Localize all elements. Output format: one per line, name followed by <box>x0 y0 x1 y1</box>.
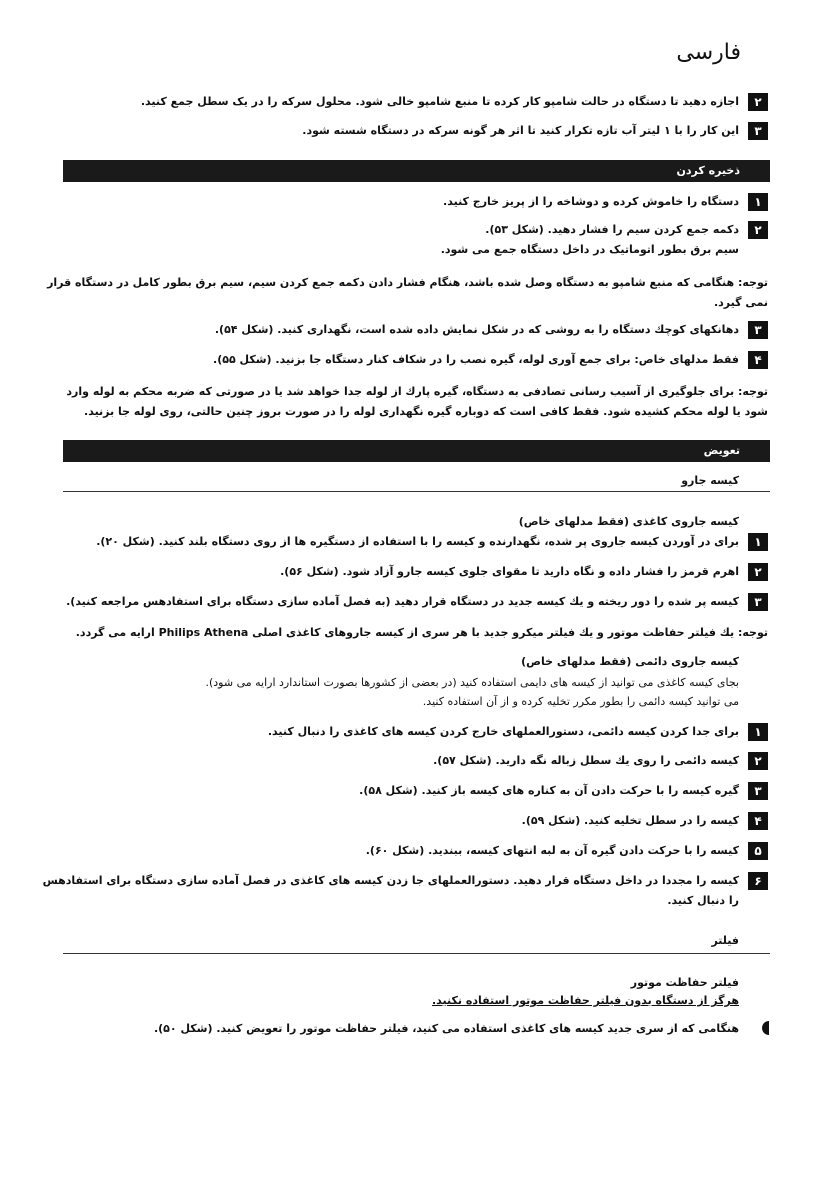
sub-heading-bag: کیسه جارو <box>681 474 739 487</box>
divider <box>63 953 770 954</box>
intro-text: بجای کیسه کاغذی می توانید از کیسه های دایمی استفاده کنید (در بعضی از کشورها بصورت استاندارد ارایه می شود). <box>205 676 739 689</box>
step-number: ۱ <box>748 723 768 741</box>
divider <box>63 491 770 492</box>
page-language-title: فارسی <box>676 40 741 65</box>
step-number: ۵ <box>748 842 768 860</box>
paper-bag-title: کیسه جاروی کاغذی (فقط مدلهای خاص) <box>518 515 739 528</box>
bullet-text: هنگامی که از سری جدید کیسه های کاغذی استفاده می کنید، فیلتر حفاظت موتور را تعویض کنید. (شکل ۵۰). <box>153 1022 739 1035</box>
step-number: ۴ <box>748 351 768 369</box>
bullet-icon <box>757 1021 769 1035</box>
step-number: ۲ <box>748 221 768 239</box>
step-text: فقط مدلهای خاص: برای جمع آوری لوله، گیره نصب را در شکاف کنار دستگاه جا بزنید. (شکل ۵۵). <box>213 353 739 366</box>
step-number: ۳ <box>748 122 768 140</box>
note-text: شود یا لوله محکم کشیده شود. فقط کافی است که دوباره گیره نگهداری لوله را در صورت بروز چنین حالتی، روی لوله جا بزنید. <box>84 405 768 418</box>
step-number: ۲ <box>748 563 768 581</box>
step-note: سیم برق بطور اتوماتیک در داخل دستگاه جمع می شود. <box>440 243 739 256</box>
step-text: برای جدا کردن کیسه دائمی، دستورالعملهای خارج کردن کیسه های کاغذی را دنبال کنید. <box>267 725 739 738</box>
step-text: دکمه جمع کردن سیم را فشار دهید. (شکل ۵۳). <box>485 223 739 236</box>
step-text: کیسه پر شده را دور ریخته و یك کیسه جدید در دستگاه قرار دهید (به فصل آماده سازی دستگاه برای استفادهس مراجعه کنید). <box>66 595 739 608</box>
step-number: ۳ <box>748 593 768 611</box>
step-number: ۳ <box>748 321 768 339</box>
step-text: گیره کیسه را با حرکت دادن آن به کناره های کیسه باز کنید. (شکل ۵۸). <box>359 784 739 797</box>
warning-text: هرگز از دستگاه بدون فیلتر حفاظت موتور استفاده نکنید. <box>431 994 739 1007</box>
note-text: توجه: هنگامی که منبع شامپو به دستگاه وصل شده باشد، هنگام فشار دادن دکمه جمع کردن سیم، سیم برق بطور کامل در دستگاه قرار <box>47 276 768 289</box>
step-number: ۱ <box>748 193 768 211</box>
step-text: اهرم قرمز را فشار داده و نگاه دارید تا مقوای جلوی کیسه جارو آزاد شود. (شکل ۵۶). <box>280 565 739 578</box>
step-number: ۲ <box>748 752 768 770</box>
sub-heading-filter: فیلتر <box>711 934 739 947</box>
step-text: کیسه را مجددا در داخل دستگاه قرار دهید. دستورالعملهای جا زدن کیسه های کاغذی در فصل آماده سازی دستگاه برای استفادهس <box>42 874 739 887</box>
step-text: برای در آوردن کیسه جاروی پر شده، نگهدارنده و کیسه را با استفاده از دستگیره ها از روی دستگاه بلند کنید. (شکل ۲۰). <box>96 535 739 548</box>
step-text: کیسه را با حرکت دادن گیره آن به لبه انتهای کیسه، ببندید. (شکل ۶۰). <box>365 844 739 857</box>
step-number: ۱ <box>748 533 768 551</box>
note-text: توجه: یك فیلتر حفاظت موتور و یك فیلتر میکرو جدید با هر سری از کیسه جاروهای کاغذی اصلی Philips Athena ارایه می گردد. <box>75 626 768 639</box>
step-text: کیسه را در سطل تخلیه کنید. (شکل ۵۹). <box>521 814 739 827</box>
step-number: ۳ <box>748 782 768 800</box>
intro-text: می توانید کیسه دائمی را بطور مکرر تخلیه کرده و از آن استفاده کنید. <box>422 695 739 708</box>
note-text: توجه: برای جلوگیری از آسیب رسانی تصادفی به دستگاه، گیره پارك از لوله جدا خواهد شد یا در صورتی که ضربه محکم به لوله وارد <box>66 385 768 398</box>
section-header-storage: ذخیره کردن <box>63 160 770 182</box>
step-text: را دنبال کنید. <box>667 894 739 907</box>
motor-filter-title: فیلتر حفاظت موتور <box>630 976 739 989</box>
step-text: کیسه دائمی را روی یك سطل زباله نگه دارید. (شکل ۵۷). <box>433 754 739 767</box>
step-text: اجازه دهید تا دستگاه در حالت شامپو کار کرده تا منبع شامپو خالی شود. محلول سرکه را در یک سطل جمع کنید. <box>140 95 739 108</box>
step-text: این کار را با ۱ لیتر آب تازه تکرار کنید تا اثر هر گونه سرکه در دستگاه شسته شود. <box>302 124 739 137</box>
step-text: دستگاه را خاموش کرده و دوشاخه را از پریز خارج کنید. <box>443 195 739 208</box>
note-text: نمی گیرد. <box>713 296 768 309</box>
step-number: ۴ <box>748 812 768 830</box>
step-number: ۲ <box>748 93 768 111</box>
section-header-replace: تعویض <box>63 440 770 462</box>
step-text: دهانکهای کوچك دستگاه را به روشی که در شکل نمایش داده شده است، نگهداری کنید. (شکل ۵۴). <box>214 323 739 336</box>
perm-bag-title: کیسه جاروی دائمی (فقط مدلهای خاص) <box>521 655 739 668</box>
step-number: ۶ <box>748 872 768 890</box>
